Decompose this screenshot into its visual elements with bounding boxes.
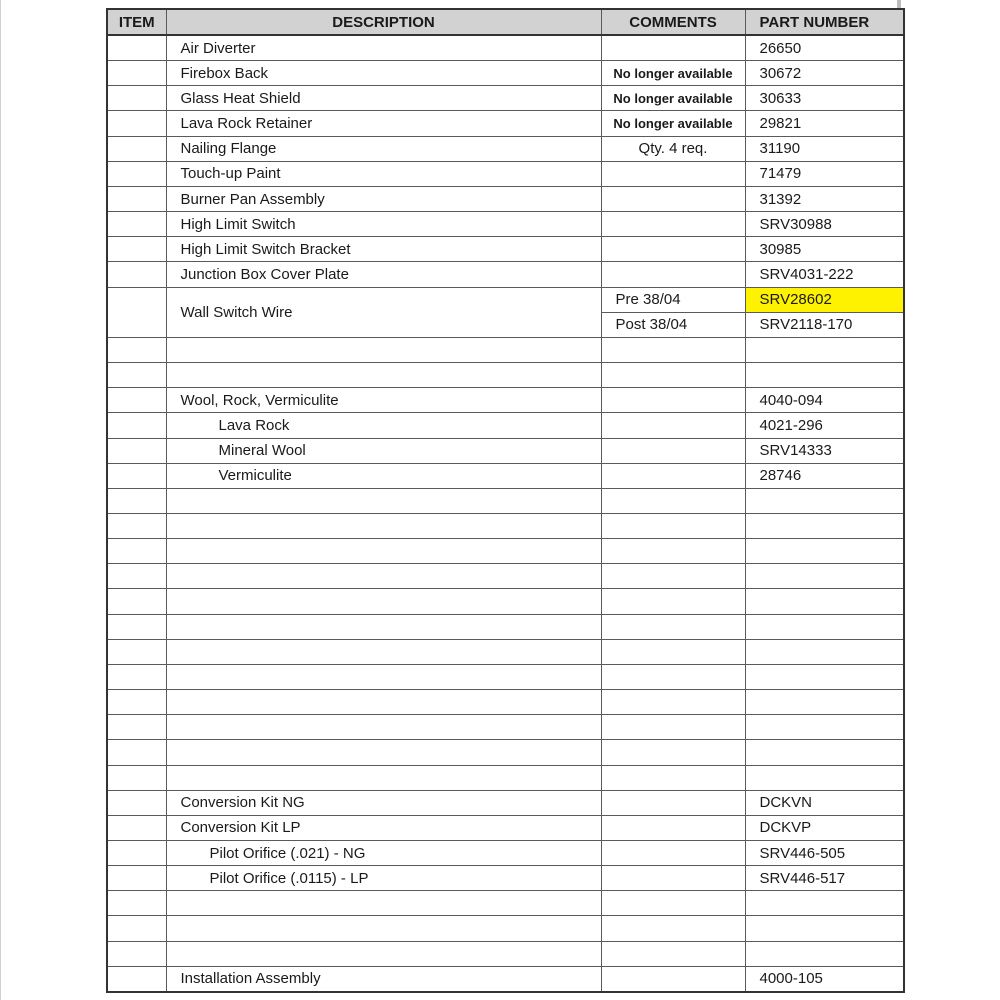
- parts-table: [106, 8, 905, 993]
- page-left-edge: [0, 0, 1, 1000]
- empty-row: [107, 916, 904, 941]
- part-number-cell: SRV2118-170: [745, 312, 904, 337]
- comments-cell: [601, 790, 745, 815]
- empty-row: [107, 513, 904, 538]
- empty-row: [107, 488, 904, 513]
- empty-row: [107, 891, 904, 916]
- column-header-part-number: PART NUMBER: [745, 9, 904, 35]
- comments-cell: Post 38/04: [601, 312, 745, 337]
- comments-cell: [601, 815, 745, 840]
- part-number-cell: 30672: [745, 61, 904, 86]
- comments-cell: [601, 237, 745, 262]
- description-cell: Conversion Kit LP: [166, 815, 601, 840]
- page-corner-mark: [897, 0, 901, 8]
- table-row: [107, 161, 904, 186]
- item-cell: [107, 161, 166, 186]
- part-number-cell: DCKVN: [745, 790, 904, 815]
- comments-cell: [601, 841, 745, 866]
- description-cell: Mineral Wool: [166, 438, 601, 463]
- description-cell: High Limit Switch Bracket: [166, 237, 601, 262]
- table-row: [107, 111, 904, 136]
- comments-cell: [601, 413, 745, 438]
- empty-row: [107, 715, 904, 740]
- empty-row: [107, 765, 904, 790]
- part-number-cell: 30985: [745, 237, 904, 262]
- part-number-cell: SRV446-505: [745, 841, 904, 866]
- table-row: [107, 35, 904, 61]
- part-number-cell: 28746: [745, 463, 904, 488]
- description-cell: Lava Rock: [166, 413, 601, 438]
- item-cell: [107, 438, 166, 463]
- column-header-item: ITEM: [107, 9, 166, 35]
- table-row: [107, 136, 904, 161]
- table-row: [107, 262, 904, 287]
- comments-cell: Pre 38/04: [601, 287, 745, 312]
- description-cell: High Limit Switch: [166, 212, 601, 237]
- empty-row: [107, 941, 904, 966]
- part-number-cell: SRV30988: [745, 212, 904, 237]
- description-cell: Pilot Orifice (.021) - NG: [166, 841, 601, 866]
- description-cell: Wool, Rock, Vermiculite: [166, 388, 601, 413]
- item-cell: [107, 413, 166, 438]
- comments-cell: [601, 262, 745, 287]
- part-number-cell: 4000-105: [745, 966, 904, 992]
- empty-row: [107, 690, 904, 715]
- comments-cell: [601, 161, 745, 186]
- empty-row: [107, 740, 904, 765]
- empty-row: [107, 639, 904, 664]
- description-cell: Lava Rock Retainer: [166, 111, 601, 136]
- item-cell: [107, 35, 166, 61]
- part-number-cell: 71479: [745, 161, 904, 186]
- table-row: [107, 463, 904, 488]
- item-cell: [107, 86, 166, 111]
- item-cell: [107, 966, 166, 992]
- table-row: [107, 438, 904, 463]
- table-header-row: [107, 9, 904, 35]
- comments-cell: [601, 186, 745, 211]
- item-cell: [107, 287, 166, 337]
- item-cell: [107, 212, 166, 237]
- empty-row: [107, 539, 904, 564]
- description-cell: Pilot Orifice (.0115) - LP: [166, 866, 601, 891]
- empty-row: [107, 589, 904, 614]
- item-cell: [107, 237, 166, 262]
- description-cell: Junction Box Cover Plate: [166, 262, 601, 287]
- item-cell: [107, 136, 166, 161]
- empty-row: [107, 337, 904, 362]
- empty-row: [107, 664, 904, 689]
- column-header-comments: COMMENTS: [601, 9, 745, 35]
- item-cell: [107, 262, 166, 287]
- item-cell: [107, 186, 166, 211]
- description-cell: Installation Assembly: [166, 966, 601, 992]
- description-cell: Firebox Back: [166, 61, 601, 86]
- part-number-cell: DCKVP: [745, 815, 904, 840]
- comments-cell: No longer available: [601, 86, 745, 111]
- table-row: [107, 866, 904, 891]
- empty-row: [107, 564, 904, 589]
- comments-cell: [601, 438, 745, 463]
- table-row: [107, 86, 904, 111]
- empty-row: [107, 614, 904, 639]
- part-number-cell: SRV14333: [745, 438, 904, 463]
- item-cell: [107, 61, 166, 86]
- comments-cell: [601, 212, 745, 237]
- part-number-cell: 4040-094: [745, 388, 904, 413]
- description-cell: Touch-up Paint: [166, 161, 601, 186]
- description-cell: Wall Switch Wire: [166, 287, 601, 337]
- empty-row: [107, 363, 904, 388]
- item-cell: [107, 815, 166, 840]
- table-row: [107, 790, 904, 815]
- part-number-cell: 30633: [745, 86, 904, 111]
- part-number-cell: 29821: [745, 111, 904, 136]
- highlighted-part-number-cell: SRV28602: [745, 287, 904, 312]
- part-number-cell: SRV446-517: [745, 866, 904, 891]
- comments-cell: Qty. 4 req.: [601, 136, 745, 161]
- comments-cell: [601, 388, 745, 413]
- item-cell: [107, 388, 166, 413]
- table-row: [107, 966, 904, 992]
- comments-cell: [601, 463, 745, 488]
- comments-cell: No longer available: [601, 61, 745, 86]
- table-row: [107, 413, 904, 438]
- description-cell: Glass Heat Shield: [166, 86, 601, 111]
- comments-cell: No longer available: [601, 111, 745, 136]
- item-cell: [107, 463, 166, 488]
- description-cell: Vermiculite: [166, 463, 601, 488]
- comments-cell: [601, 966, 745, 992]
- description-cell: Conversion Kit NG: [166, 790, 601, 815]
- table-row: [107, 212, 904, 237]
- table-row: [107, 186, 904, 211]
- part-number-cell: SRV4031-222: [745, 262, 904, 287]
- table-row: [107, 237, 904, 262]
- table-row: [107, 388, 904, 413]
- item-cell: [107, 841, 166, 866]
- part-number-cell: 26650: [745, 35, 904, 61]
- item-cell: [107, 111, 166, 136]
- table-row: [107, 815, 904, 840]
- part-number-cell: 31392: [745, 186, 904, 211]
- description-cell: Nailing Flange: [166, 136, 601, 161]
- description-cell: Burner Pan Assembly: [166, 186, 601, 211]
- part-number-cell: 4021-296: [745, 413, 904, 438]
- comments-cell: [601, 35, 745, 61]
- table-row: [107, 841, 904, 866]
- item-cell: [107, 790, 166, 815]
- item-cell: [107, 866, 166, 891]
- description-cell: Air Diverter: [166, 35, 601, 61]
- table-row: [107, 61, 904, 86]
- part-number-cell: 31190: [745, 136, 904, 161]
- column-header-description: DESCRIPTION: [166, 9, 601, 35]
- comments-cell: [601, 866, 745, 891]
- wall-switch-row: [107, 287, 904, 312]
